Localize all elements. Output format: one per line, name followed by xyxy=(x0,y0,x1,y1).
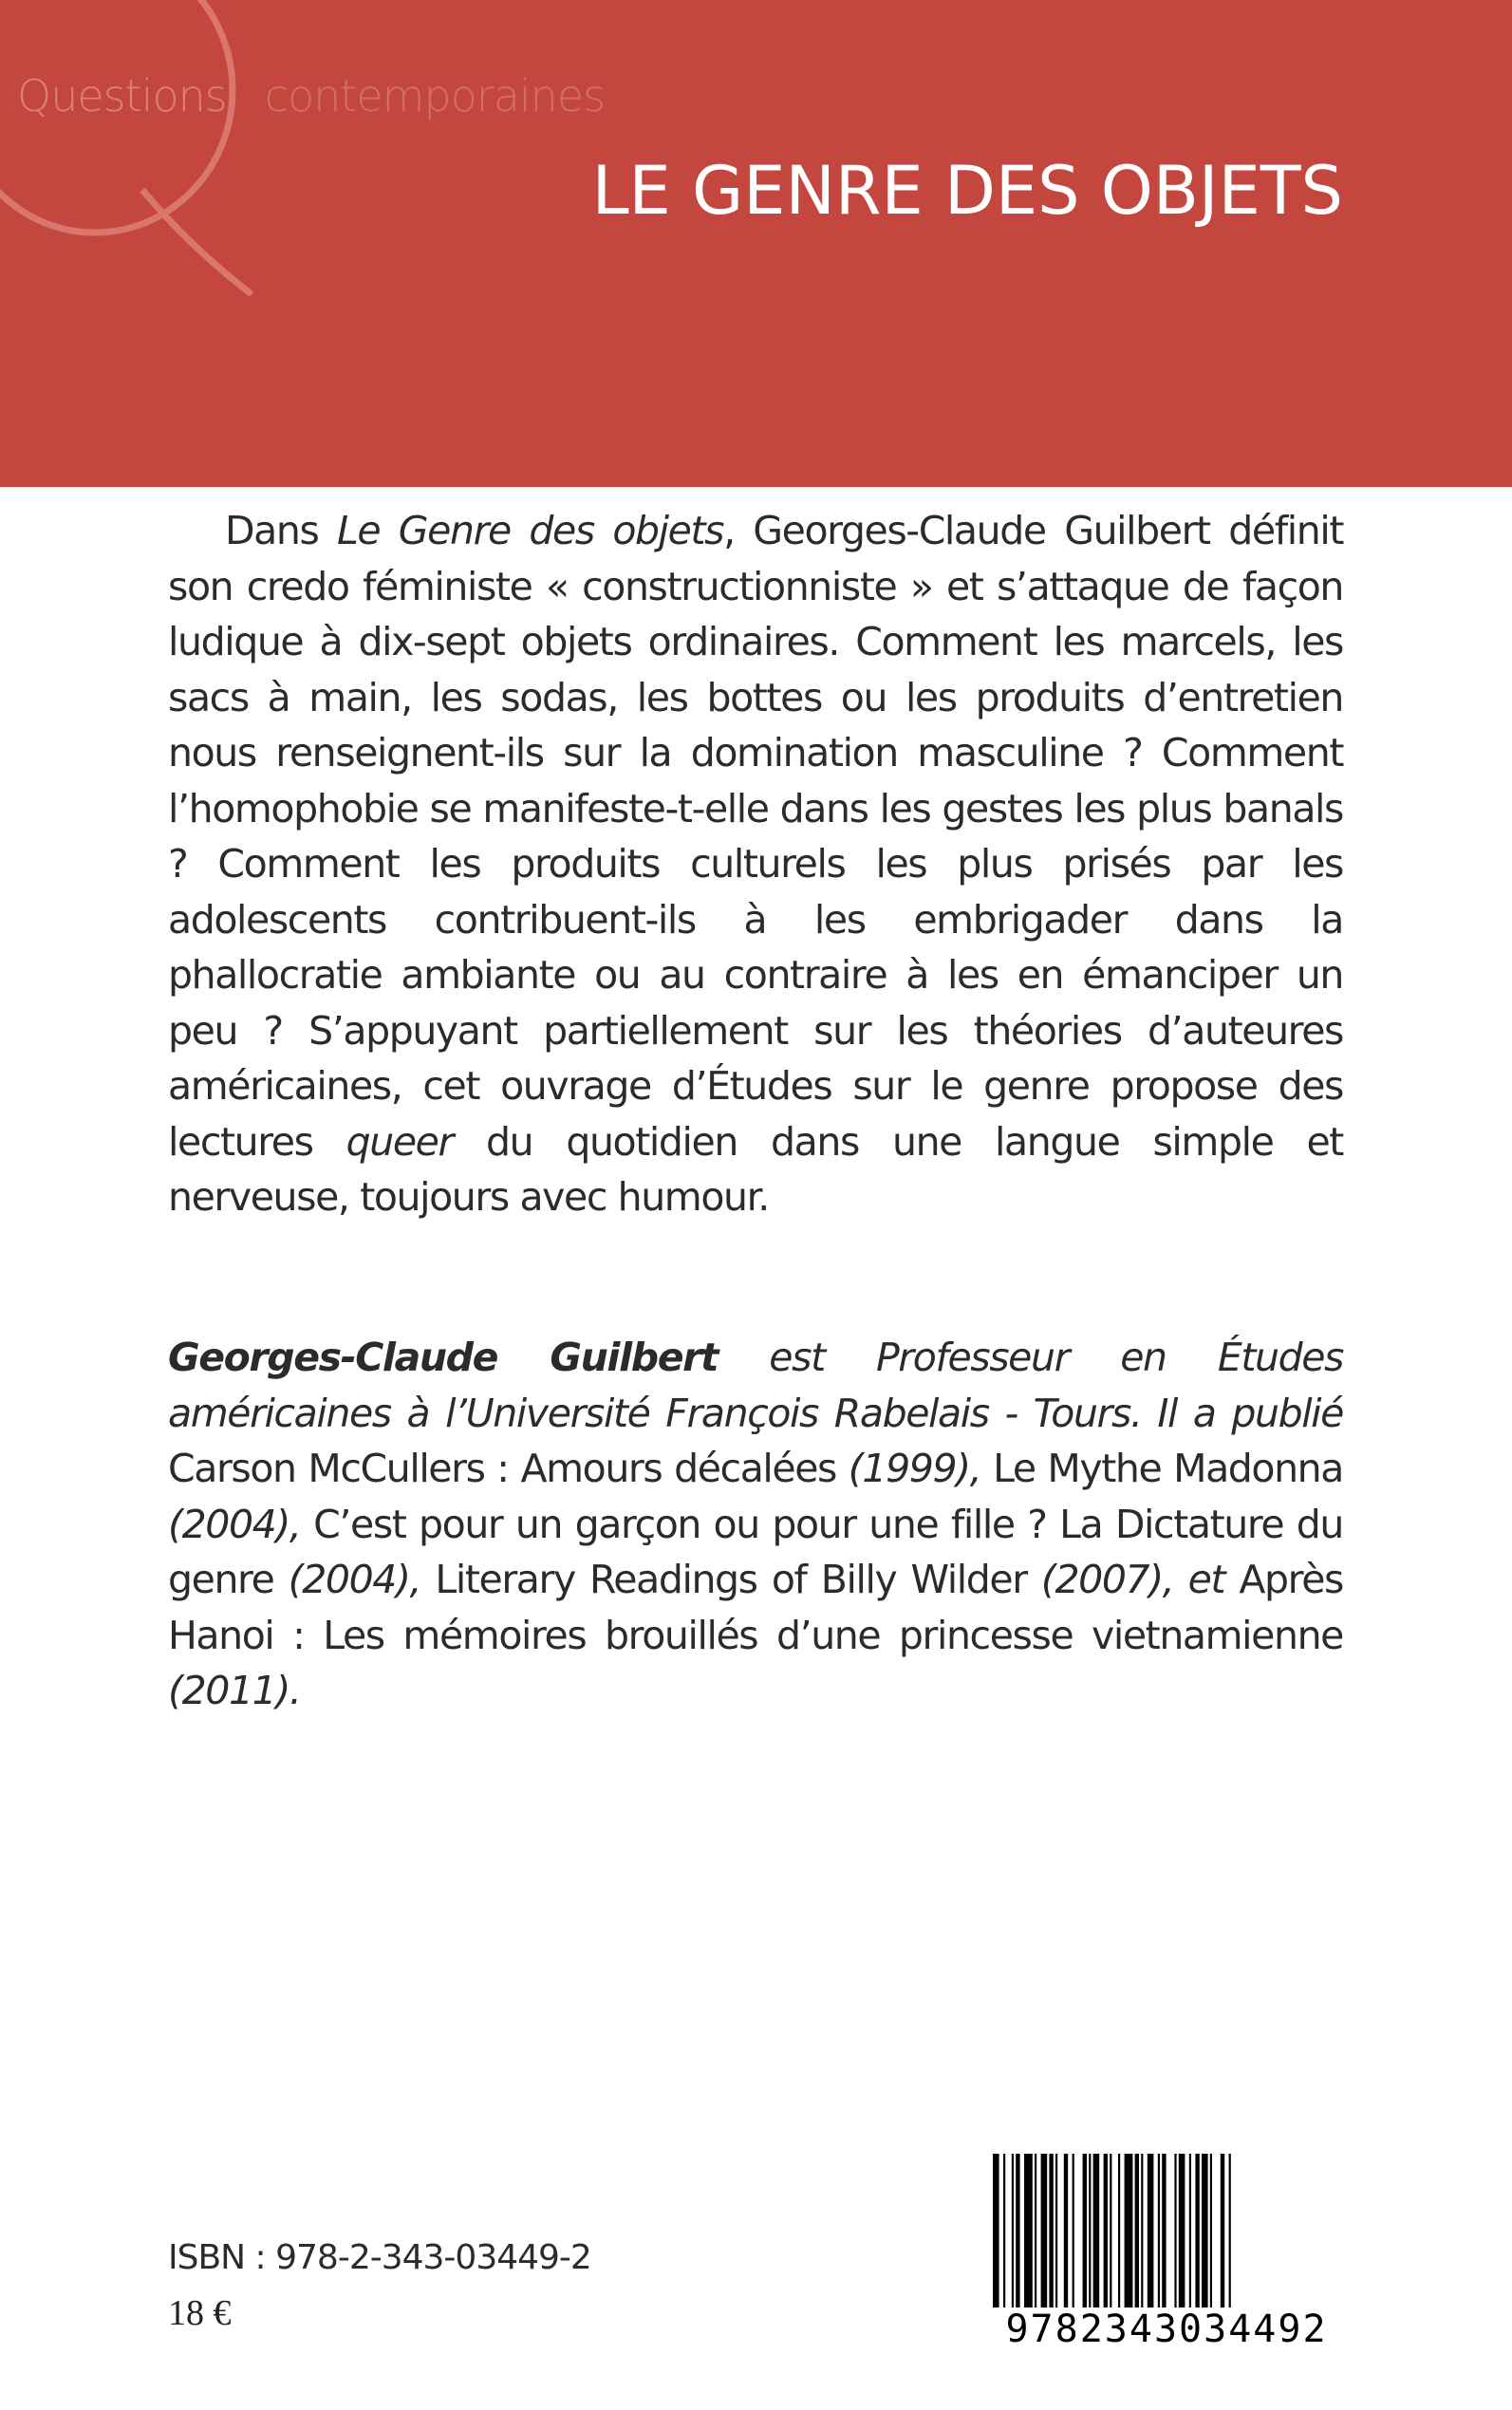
book-summary: Dans Le Genre des objets, Georges-Claude Guilbert définit son credo féministe « constructionniste » et s’attaque de façon ludique à dix-sept objets ordinaires. Comment les marcels, les sacs à main, les sodas, les bottes ou les produits d’entretien nous renseignent-ils sur la domination masculine ? Comment l’homophobie se manifeste-t-elle dans les gestes les plus banals ? Comment les produits culturels les plus prisés par les adolescents contribuent-ils à les embrigader dans la phallocratie ambiante ou au contraire à les en émanciper un peu ? S’appuyant partiellement sur les théories d’auteures américaines, cet ouvrage d’Études sur le genre propose des lectures queer du quotidien dans une langue simple et nerveuse, toujours avec humour. xyxy=(168,508,1344,1220)
book-title: LE GENRE DES OBJETS xyxy=(591,152,1343,230)
isbn: ISBN : 978-2-343-03449-2 xyxy=(168,2238,591,2277)
author-name: Georges-Claude Guilbert xyxy=(168,1335,719,1380)
barcode-digits: 9782343034492 xyxy=(987,2307,1346,2351)
series-word-questions: Questions xyxy=(17,70,227,121)
author-bio: Georges-Claude Guilbert est Professeur en Études américaines à l’Université François Rabelais - Tours. Il a publié Carson McCullers : Amours décalées (1999), Le Mythe Madonna (2004), C’est pour un garçon ou pour une fille ? La Dictature du genre (2004), Literary Readings of Billy Wilder (2007), et Après Hanoi : Les mémoires brouillés d’une princesse vietnamienne (2011). xyxy=(168,1335,1344,1713)
cover-banner xyxy=(0,0,1512,487)
barcode xyxy=(987,2150,1346,2355)
series-word-contemporaines: contemporaines xyxy=(264,70,606,121)
price: 18 € xyxy=(168,2293,232,2333)
q-letter-logo xyxy=(0,0,285,323)
series-name xyxy=(17,70,605,121)
